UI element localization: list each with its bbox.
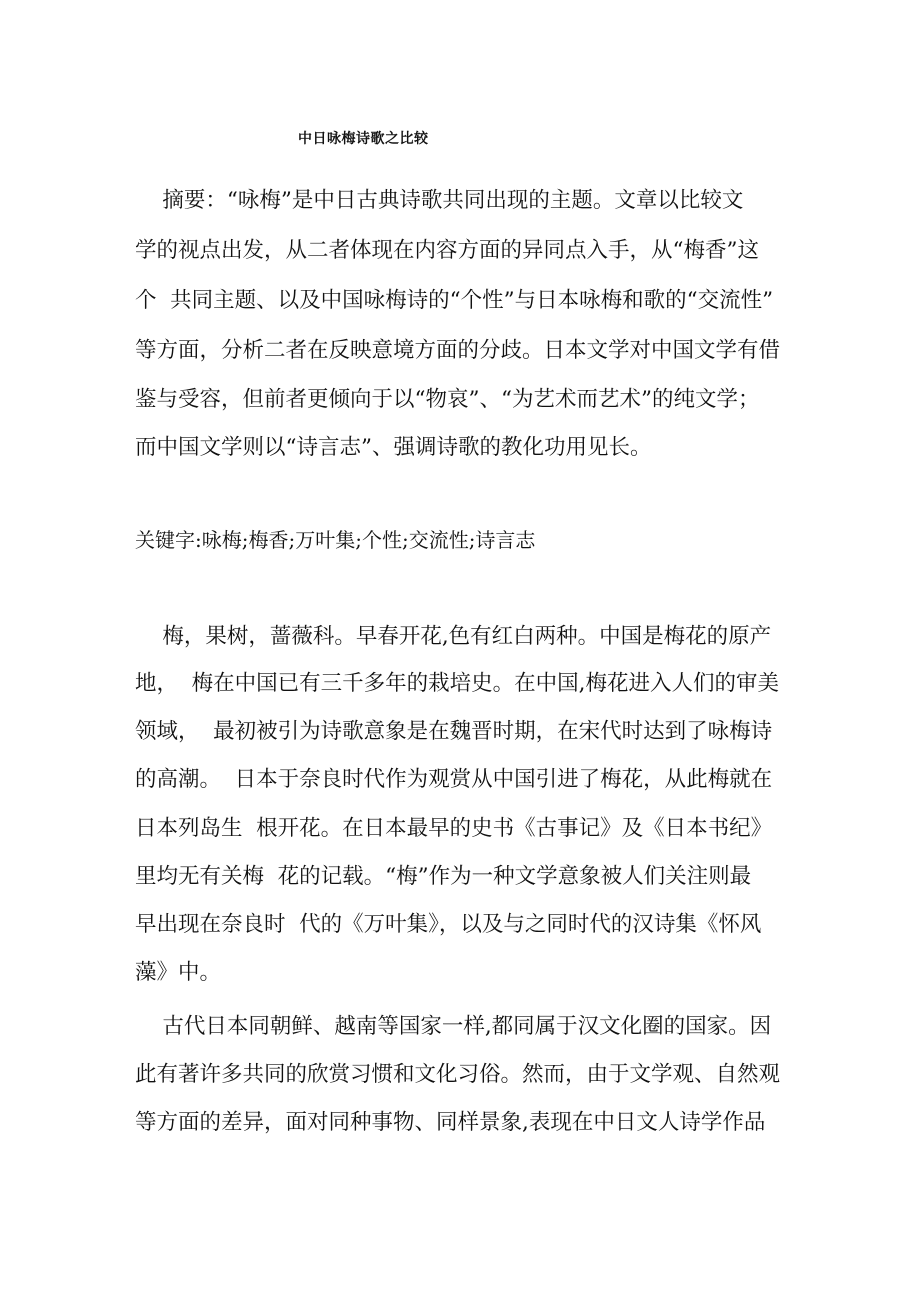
paragraph-line: 等方面的差异，面对同种事物、同样景象,表现在中日文人诗学作品 xyxy=(135,1110,766,1135)
abstract-line: 个 共同主题、以及中国咏梅诗的“个性”与日本咏梅和歌的“交流性” xyxy=(135,288,774,313)
paragraph-line: 的高潮。 日本于奈良时代作为观赏从中国引进了梅花，从此梅就在 xyxy=(135,767,773,792)
paragraph-line: 梅，果树，蔷薇科。早春开花,色有红白两种。中国是梅花的原产 xyxy=(135,624,772,649)
paragraph-line: 日本列岛生 根开花。在日本最早的史书《古事记》及《日本书纪》 xyxy=(135,816,773,841)
paragraph-line: 里均无有关梅 花的记载。“梅”作为一种文学意象被人们关注则最 xyxy=(135,864,752,889)
abstract-line: 鉴与受容，但前者更倾向于以“物哀”、“为艺术而艺术”的纯文学； xyxy=(135,387,760,412)
abstract-line: 而中国文学则以“诗言志”、强调诗歌的教化功用见长。 xyxy=(135,435,652,460)
abstract-line: 摘要：“咏梅”是中日古典诗歌共同出现的主题。文章以比较文 xyxy=(135,188,744,213)
paragraph-line: 早出现在奈良时 代的《万叶集》，以及与之同时代的汉诗集《怀风 xyxy=(135,912,762,937)
paragraph-line: 藻》中。 xyxy=(135,960,222,985)
abstract-line: 学的视点出发，从二者体现在内容方面的异同点入手，从“梅香”这 xyxy=(135,238,759,263)
paragraph-line: 地， 梅在中国已有三千多年的栽培史。在中国,梅花进入人们的审美 xyxy=(135,671,780,696)
abstract-line: 等方面，分析二者在反映意境方面的分歧。日本文学对中国文学有借 xyxy=(135,338,781,363)
paragraph-line: 此有著许多共同的欣赏习惯和文化习俗。然而，由于文学观、自然观 xyxy=(135,1062,781,1087)
keywords-line: 关键字:咏梅;梅香;万叶集;个性;交流性;诗言志 xyxy=(135,528,536,552)
paragraph-line: 古代日本同朝鲜、越南等国家一样,都同属于汉文化圈的国家。因 xyxy=(135,1014,772,1039)
paragraph-line: 领域， 最初被引为诗歌意象是在魏晋时期，在宋代时达到了咏梅诗 xyxy=(135,719,773,744)
document-title: 中日咏梅诗歌之比较 xyxy=(298,131,429,147)
